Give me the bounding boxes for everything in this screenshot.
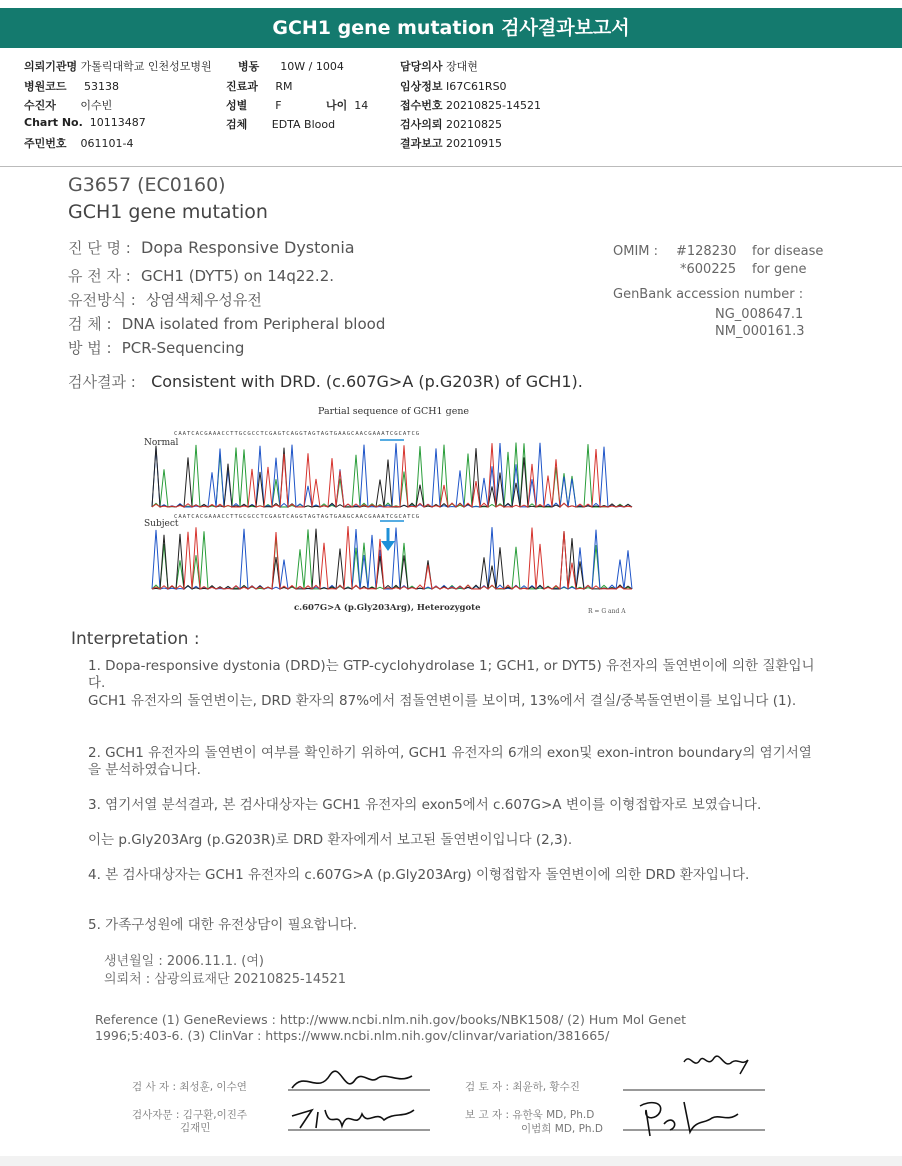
genbank-label: GenBank accession number : [613, 287, 804, 302]
header-row-chart-no: Chart No. 10113487 [24, 116, 146, 129]
field-diagnosis: 진 단 명 : Dopa Responsive Dystonia [68, 238, 355, 257]
test-name: GCH1 gene mutation [68, 201, 268, 223]
trace-channel [152, 443, 632, 507]
interpretation-item-4: 4. 본 검사대상자는 GCH1 유전자의 c.607G>A (p.Gly203Arg) 이형접합자 돌연변이에 의한 DRD 환자입니다. [88, 867, 750, 883]
header-row-hospital-code: 병원코드 53138 [24, 80, 119, 93]
header-row-institution: 의뢰기관명 가톨릭대학교 인천성모병원 [24, 60, 212, 73]
omim-gene-note: for gene [752, 262, 807, 277]
field-method: 방 법 : PCR-Sequencing [68, 339, 245, 357]
tester-row: 검 사 자 : 최성훈, 이수연 [132, 1081, 247, 1093]
reviewer-row: 검 토 자 : 최윤하, 황수진 [465, 1081, 580, 1093]
trace-channel [152, 446, 632, 507]
mutation-arrow-icon [381, 528, 395, 551]
interpretation-heading: Interpretation : [71, 629, 200, 649]
interpretation-item-1: 1. Dopa-responsive dystonia (DRD)는 GTP-cyclohydrolase 1; GCH1, or DYT5) 유전자의 돌연변이에 의한 질환입니다. [88, 658, 815, 691]
subject-label: Subject [144, 519, 179, 529]
header-row-sex: 성별 F [226, 99, 282, 112]
reporter-signature [640, 1102, 738, 1136]
header-row-doctor: 담당의사 장대현 [400, 60, 478, 73]
header-row-ward: 병동 10W / 1004 [238, 60, 344, 73]
omim-gene-id: *600225 [680, 262, 737, 277]
normal-sequence: CAATCACGAAACCTTGCGCCTCGAGTCAGGTAGTAGTGAAGCAACGAAATCGCATCG [174, 431, 421, 437]
header-row-report-date: 결과보고 20210915 [400, 137, 503, 150]
interpretation-item-5: 5. 가족구성원에 대한 유전상담이 필요합니다. [88, 917, 358, 933]
omim-disease-note: for disease [752, 244, 824, 259]
header-row-specimen: 검체 EDTA Blood [226, 118, 336, 131]
subject-chromatogram-trace [152, 526, 632, 589]
interpretation-item-1b: GCH1 유전자의 돌연변이는, DRD 환자의 87%에서 점돌연변이를 보이며, 13%에서 결실/중복돌연변이를 보입니다 (1). [88, 693, 797, 709]
figure-caption: c.607G>A (p.Gly203Arg), Heterozygote [294, 603, 481, 613]
trace-channel [152, 526, 632, 589]
omim-label: OMIM : [613, 244, 659, 259]
tester-signature [292, 1071, 412, 1088]
result-label: 검사결과 : [68, 373, 136, 391]
reference-text: Reference (1) GeneReviews : http://www.ncbi.nlm.nih.gov/books/NBK1508/ (2) Hum Mol Genet 1996;5:403-6. (3) ClinVar : https://www.ncbi.nlm.nih.gov/clinvar/variation/381665/ [95, 1012, 687, 1043]
field-inheritance: 유전방식 : 상염색체우성유전 [68, 291, 262, 309]
tester-pro-signature [292, 1110, 414, 1128]
genbank-id-ng: NG_008647.1 [715, 307, 804, 322]
interpretation-item-3b: 이는 p.Gly203Arg (p.G203R)로 DRD 환자에게서 보고된 돌연변이입니다 (2,3). [88, 832, 573, 848]
normal-label: Normal [144, 438, 179, 448]
reporter-row: 보 고 자 : 유한욱 MD, Ph.D [465, 1109, 595, 1121]
field-gene: 유 전 자 : GCH1 (DYT5) on 14q22.2. [68, 267, 335, 285]
header-row-clinical-info: 임상정보 I67C61RS0 [400, 80, 507, 93]
birth-date: 생년월일 : 2006.11.1. (여) [104, 954, 265, 969]
header-row-age: 나이 14 [326, 99, 369, 112]
trace-channel [152, 443, 632, 507]
subject-sequence: CAATCACGAAACCTTGCGCCTCGAGTCAGGTAGTAGTGAAGCAACGAAATCGCATCG [174, 514, 421, 520]
header-row-resident-no: 주민번호 061101-4 [24, 137, 134, 150]
reporter-row-2: 이범희 MD, Ph.D [521, 1123, 603, 1135]
header-row-receipt-no: 접수번호 20210825-14521 [400, 99, 541, 112]
interpretation-item-3: 3. 염기서열 분석결과, 본 검사대상자는 GCH1 유전자의 exon5에서 c.607G>A 변이를 이형접합자로 보였습니다. [88, 797, 762, 813]
trace-channel [152, 443, 632, 507]
client-info: 의뢰처 : 삼광의료재단 20210825-14521 [104, 972, 347, 987]
tester-pro-row: 검사자문 : 김구환,이진주 [132, 1109, 247, 1121]
signature-graphics [0, 1040, 902, 1150]
header-row-patient: 수진자 이수빈 [24, 99, 113, 112]
header-row-request-date: 검사의뢰 20210825 [400, 118, 503, 131]
omim-disease-id: #128230 [676, 244, 737, 259]
test-code: G3657 (EC0160) [68, 174, 226, 196]
genbank-id-nm: NM_000161.3 [715, 324, 805, 339]
tester-pro-row-2: 김재민 [180, 1122, 211, 1134]
interpretation-item-2: 2. GCH1 유전자의 돌연변이 여부를 확인하기 위하여, GCH1 유전자의 6개의 exon및 exon-intron boundary의 염기서열을 분석하였습니다. [88, 745, 812, 778]
figure-note: R = G and A [588, 608, 626, 615]
reviewer-signature [684, 1056, 748, 1074]
trace-channel [152, 527, 632, 589]
normal-chromatogram-trace [152, 443, 632, 507]
report-title-banner: GCH1 gene mutation 검사결과보고서 [0, 8, 902, 48]
figure-title: Partial sequence of GCH1 gene [318, 406, 470, 417]
result-value: Consistent with DRD. (c.607G>A (p.G203R) of GCH1). [151, 372, 583, 391]
trace-channel [152, 529, 632, 589]
header-row-department: 진료과 RM [226, 80, 293, 93]
trace-channel [152, 529, 632, 589]
field-specimen: 검 체 : DNA isolated from Peripheral blood [68, 315, 386, 333]
